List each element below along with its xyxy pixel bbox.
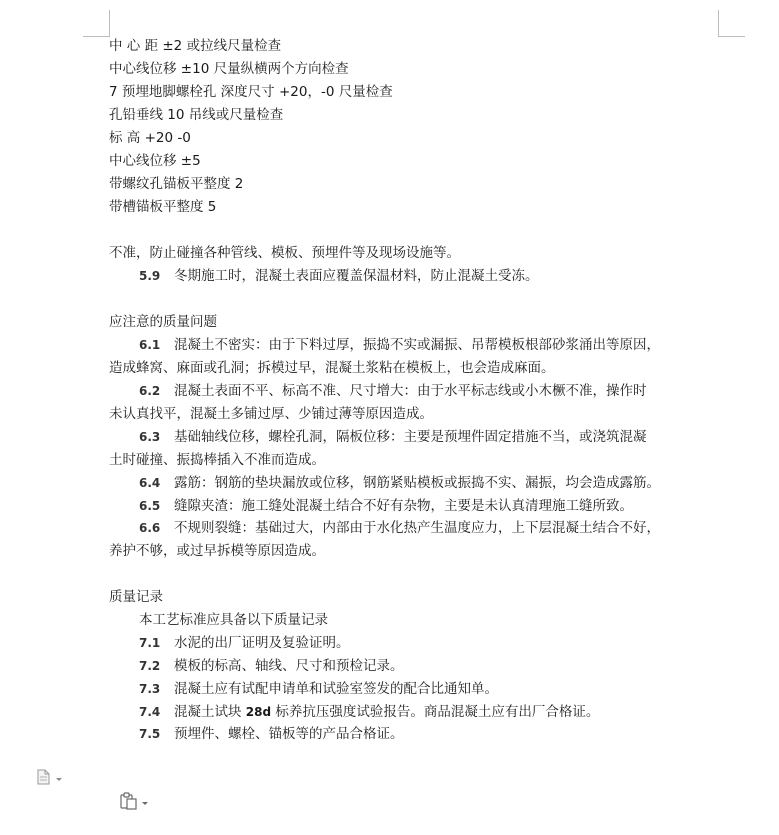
- section-heading-quality-records: 质量记录: [109, 589, 163, 605]
- page-corner-mark-left: [83, 10, 110, 37]
- page-corner-mark-right: [718, 10, 745, 37]
- item-text: 缝隙夹渣：施工缝处混凝土结合不好有杂物，主要是未认真清理施工缝所致。: [174, 498, 633, 514]
- item-7-1: [139, 634, 350, 652]
- item-6-3: [139, 428, 647, 446]
- item-text: 冬期施工时，混凝土表面应覆盖保温材料，防止混凝土受冻。: [174, 268, 539, 284]
- section-heading-quality-issues: 应注意的质量问题: [109, 314, 217, 330]
- item-text: 混凝土不密实：由于下料过厚，振捣不实或漏振、吊帮模板根部砂浆涌出等原因，: [174, 337, 660, 353]
- tolerance-line: 中心线位移 ±10 尺量纵横两个方向检查: [109, 61, 349, 77]
- tolerance-line: 带螺纹孔锚板平整度 2: [109, 176, 244, 192]
- item-number: 7.1: [139, 636, 161, 650]
- item-text: 不规则裂缝：基础过大，内部由于水化热产生温度应力，上下层混凝土结合不好，: [174, 520, 660, 536]
- item-number: 7.3: [139, 682, 161, 696]
- item-text: 基础轴线位移，螺栓孔洞，隔板位移：主要是预埋件固定措施不当，或浇筑混凝: [174, 429, 647, 445]
- document-icon: [36, 769, 66, 785]
- item-6-6-continued: 养护不够，或过早拆模等原因造成。: [109, 543, 325, 559]
- item-number: 6.6: [139, 521, 161, 535]
- item-text: 水泥的出厂证明及复验证明。: [174, 635, 350, 651]
- item-6-4: [139, 474, 660, 492]
- item-6-1: [139, 336, 660, 354]
- tolerance-line: 孔铅垂线 10 吊线或尺量检查: [109, 107, 284, 123]
- item-number: 5.9: [139, 269, 161, 283]
- tolerance-line: 中 心 距 ±2 或拉线尺量检查: [109, 38, 282, 54]
- item-number: 7.5: [139, 727, 161, 741]
- item-number: 6.5: [139, 499, 161, 513]
- document-icon-button[interactable]: [36, 769, 66, 789]
- paste-options-button[interactable]: [119, 792, 151, 814]
- item-number: 7.2: [139, 659, 161, 673]
- item-7-3: [139, 680, 498, 698]
- item-text-pre: 混凝土试块: [174, 704, 246, 720]
- tolerance-line: 标 高 +20 -0: [109, 130, 191, 146]
- item-text: 混凝土应有试配申请单和试验室签发的配合比通知单。: [174, 681, 498, 697]
- item-6-2-continued: 未认真找平，混凝土多铺过厚、少铺过薄等原因造成。: [109, 406, 433, 422]
- item-6-3-continued: 土时碰撞、振捣棒插入不准而造成。: [109, 452, 325, 468]
- item-text: 预埋件、螺栓、锚板等的产品合格证。: [174, 726, 404, 742]
- protection-text: 不准，防止碰撞各种管线、模板、预埋件等及现场设施等。: [109, 245, 460, 261]
- item-6-2: [139, 382, 647, 400]
- tolerance-line: 中心线位移 ±5: [109, 153, 201, 169]
- item-number: 7.4: [139, 705, 161, 719]
- item-5-9: [139, 267, 539, 285]
- item-number: 6.1: [139, 338, 161, 352]
- tolerance-line: 7 预埋地脚螺栓孔 深度尺寸 +20，-0 尺量检查: [109, 84, 393, 100]
- item-text: 露筋：钢筋的垫块漏放或位移，钢筋紧贴模板或振捣不实、漏振，均会造成露筋。: [174, 475, 660, 491]
- item-7-4: [139, 703, 599, 721]
- tolerance-line: 带槽锚板平整度 5: [109, 199, 217, 215]
- item-6-5: [139, 497, 633, 515]
- records-intro: 本工艺标准应具备以下质量记录: [139, 612, 328, 628]
- item-number: 6.4: [139, 476, 161, 490]
- paste-options-icon: [119, 792, 151, 810]
- item-7-2: [139, 657, 404, 675]
- item-text-post: 标养抗压强度试验报告。商品混凝土应有出厂合格证。: [271, 704, 600, 720]
- item-text: 模板的标高、轴线、尺寸和预检记录。: [174, 658, 404, 674]
- item-number: 6.2: [139, 384, 161, 398]
- item-6-1-continued: 造成蜂窝、麻面或孔洞；拆模过早，混凝土浆粘在模板上，也会造成麻面。: [109, 360, 555, 376]
- item-text: 混凝土表面不平、标高不准、尺寸增大：由于水平标志线或小木橛不准，操作时: [174, 383, 647, 399]
- item-7-5: [139, 725, 404, 743]
- item-6-6: [139, 519, 660, 537]
- item-text-days: 28d: [245, 705, 272, 719]
- item-number: 6.3: [139, 430, 161, 444]
